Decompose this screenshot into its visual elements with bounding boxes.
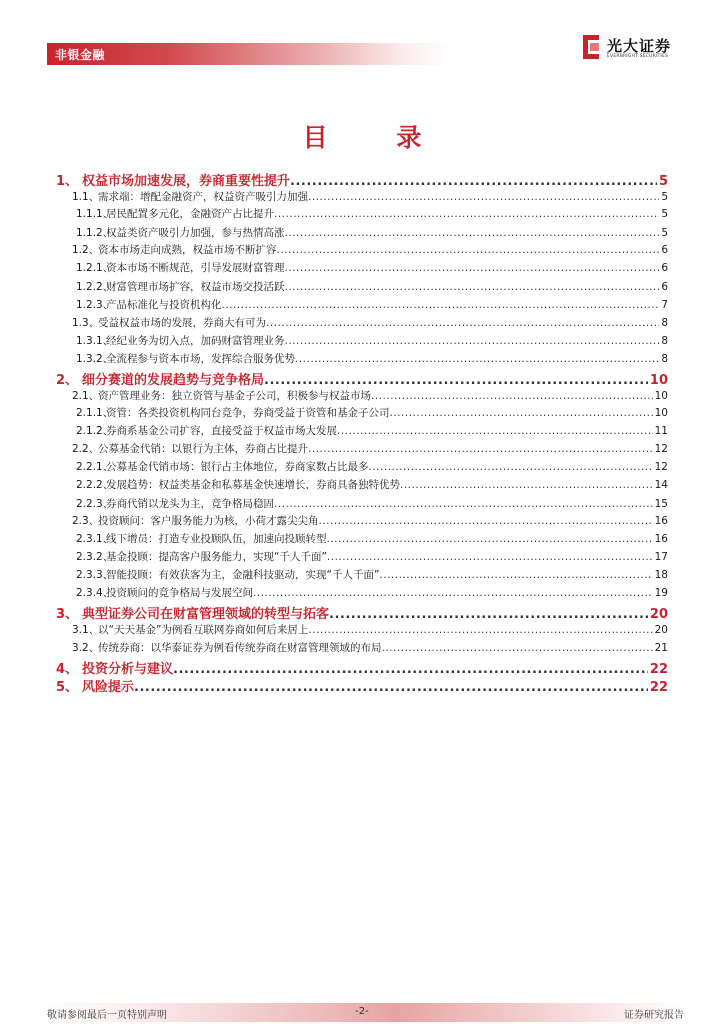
toc-entry-page: 22 [649,680,668,695]
toc-entry-label: 传统券商：以华泰证券为例看传统券商在财富管理领域的布局 [98,642,382,654]
toc-entry-number: 2.1.1、 [76,407,114,419]
toc-entry-page: 20 [649,607,668,622]
toc-entry-number: 2.2.1、 [76,461,114,473]
toc-leader-dots [285,262,660,274]
toc-entry-number: 2.3.2、 [76,551,114,563]
toc-entry-page: 16 [654,533,668,545]
toc-entry-number: 1、 [56,174,79,189]
toc-entry-label: 投资分析与建议 [82,662,174,677]
toc-entry-number: 4、 [56,662,79,677]
toc-leader-dots [253,587,653,599]
toc-leader-dots [390,407,653,419]
toc-entry[interactable] [72,640,668,655]
toc-entry-label: 投资顾问的竞争格局与发展空间 [106,587,253,599]
toc-entry-label: 权益市场加速发展，券商重要性提升 [82,174,291,189]
toc-entry-number: 1.3.1、 [76,335,114,347]
toc-entry[interactable] [72,441,668,456]
toc-entry[interactable] [56,658,668,677]
toc-entry[interactable] [76,225,668,240]
toc-entry-label: 投资顾问：客户服务能力为核，小荷才露尖尖角 [98,515,319,527]
toc-entry-number: 1.2、 [72,244,100,256]
toc-leader-dots [382,642,653,654]
toc-entry[interactable] [56,676,668,695]
toc-entry[interactable] [76,206,668,221]
toc-entry-label: 受益权益市场的发展，券商大有可为 [98,317,266,329]
toc-entry-number: 1.2.1、 [76,262,114,274]
toc-entry-label: 典型证券公司在财富管理领域的转型与拓客 [82,607,330,622]
toc-leader-dots [369,461,653,473]
toc-entry-label: 券商代销以龙头为主，竞争格局稳固 [106,498,274,510]
toc-entry-number: 1.3、 [72,317,100,329]
toc-entry-page: 20 [654,624,668,636]
toc-entry[interactable] [76,496,668,511]
toc-entry-number: 1.2.2、 [76,281,114,293]
toc-entry-label: 公募基金代销市场：银行占主体地位，券商家数占比最多 [106,461,369,473]
toc-entry-page: 12 [654,461,668,473]
footer-disclaimer: 敬请参阅最后一页特别声明 [47,1010,167,1021]
toc-entry-number: 5、 [56,680,79,695]
toc-leader-dots [277,244,660,256]
brand-logo-icon [583,35,601,59]
footer-report-type: 证券研究报告 [624,1010,684,1021]
toc-entry-page: 10 [654,407,668,419]
toc-entry-number: 3.1、 [72,624,100,636]
toc-entry-label: 经纪业务为切入点，加码财富管理业务 [106,335,285,347]
toc-entry-page: 6 [661,281,668,293]
toc-leader-dots [308,624,652,636]
brand-logo-english: EVERBRIGHT SECURITIES [607,54,669,59]
toc-leader-dots [379,569,652,581]
toc-entry-page: 15 [654,498,668,510]
toc-entry-page: 12 [654,443,668,455]
toc-entry[interactable] [56,170,668,189]
toc-entry-page: 6 [661,244,668,256]
toc-entry-number: 2.2、 [72,443,100,455]
toc-entry-label: 资产管理业务：独立资管与基金子公司，积极参与权益市场 [98,390,371,402]
toc-entry-page: 5 [661,191,668,203]
toc-leader-dots [308,443,653,455]
toc-entry[interactable] [56,603,668,622]
toc-entry-number: 1.3.2、 [76,353,114,365]
toc-entry[interactable] [76,531,668,546]
footer-page-number: -2- [355,1006,369,1017]
toc-entry-page: 8 [661,317,668,329]
toc-leader-dots [319,515,653,527]
toc-entry-number: 1.1、 [72,191,100,203]
toc-entry[interactable] [76,260,668,275]
toc-entry-number: 1.1.2、 [76,227,114,239]
toc-leader-dots [266,317,659,329]
toc-entry-label: 需求端：增配金融资产，权益资产吸引力加强 [98,191,308,203]
toc-leader-dots [290,174,657,189]
toc-entry[interactable] [76,333,668,348]
toc-entry-label: 居民配置多元化，金融资产占比提升 [106,208,274,220]
toc-entry-page: 14 [654,479,668,491]
toc-entry-label: 财富管理市场扩容，权益市场交投活跃 [106,281,285,293]
toc-leader-dots [173,662,648,677]
toc-entry[interactable] [76,567,668,582]
toc-leader-dots [295,353,659,365]
toc-entry-page: 10 [654,390,668,402]
toc-entry-label: 资本市场走向成熟，权益市场不断扩容 [98,244,277,256]
toc-entry-number: 2.2.2、 [76,479,114,491]
toc-entry[interactable] [76,297,668,312]
toc-entry-label: 发展趋势：权益类基金和私募基金快速增长，券商具备独特优势 [106,479,400,491]
toc-entry[interactable] [76,405,668,420]
toc-entry[interactable] [72,242,668,257]
toc-entry-number: 2.3.4、 [76,587,114,599]
toc-leader-dots [222,299,660,311]
toc-leader-dots [274,208,659,220]
toc-entry-page: 10 [649,373,668,388]
toc-leader-dots [285,281,660,293]
toc-entry-label: 资管：各类投资机构同台竞争，券商受益于资管和基金子公司 [106,407,390,419]
toc-entry-label: 券商系基金公司扩容，直接受益于权益市场大发展 [106,425,337,437]
toc-entry[interactable] [76,351,668,366]
toc-leader-dots [327,533,653,545]
toc-entry-label: 以“天天基金”为例看互联网券商如何后来居上 [98,624,309,636]
brand-logo-text: 光大证券 [607,37,672,55]
toc-entry[interactable] [72,315,668,330]
toc-leader-dots [371,390,653,402]
toc-entry-number: 3、 [56,607,79,622]
toc-entry-number: 1.1.1、 [76,208,114,220]
toc-entry-page: 17 [654,551,668,563]
toc-leader-dots [400,479,653,491]
toc-leader-dots [274,498,653,510]
toc-entry[interactable] [56,369,668,388]
toc-entry-number: 2.2.3、 [76,498,114,510]
toc-leader-dots [285,227,660,239]
toc-entry[interactable] [76,585,668,600]
toc-entry-page: 19 [654,587,668,599]
toc-entry-page: 11 [654,425,668,437]
toc-entry-number: 2.3.1、 [76,533,114,545]
toc-entry-page: 18 [654,569,668,581]
toc-entry-label: 风险提示 [82,680,135,695]
toc-entry-page: 21 [654,642,668,654]
toc-leader-dots [285,335,660,347]
toc-entry-label: 线下增员：打造专业投顾队伍，加速向投顾转型 [106,533,327,545]
toc-entry[interactable] [76,279,668,294]
toc-leader-dots [264,373,648,388]
toc-entry-label: 公募基金代销：以银行为主体，券商占比提升 [98,443,308,455]
toc-entry-page: 8 [661,335,668,347]
toc-entry-number: 1.2.3、 [76,299,114,311]
toc-entry-label: 产品标准化与投资机构化 [106,299,222,311]
toc-entry-label: 资本市场不断规范，引导发展财富管理 [106,262,285,274]
toc-entry-page: 5 [661,208,668,220]
toc-title: 目 录 [302,123,452,152]
toc-leader-dots [337,425,653,437]
toc-entry-label: 智能投顾：有效获客为主，金融科技驱动，实现“千人千面” [106,569,380,581]
toc-entry[interactable] [76,459,668,474]
toc-entry[interactable] [76,477,668,492]
toc-entry[interactable] [72,189,668,204]
toc-entry-page: 5 [661,227,668,239]
toc-leader-dots [327,551,653,563]
header-category-band [47,43,451,65]
toc-leader-dots [134,680,648,695]
brand-logo [583,34,683,64]
toc-entry-number: 2、 [56,373,79,388]
toc-entry[interactable] [76,549,668,564]
toc-leader-dots [308,191,659,203]
toc-entry-page: 8 [661,353,668,365]
toc-entry[interactable] [72,513,668,528]
toc-entry-label: 权益类资产吸引力加强，参与热情高涨 [106,227,285,239]
toc-entry-number: 2.3.3、 [76,569,114,581]
toc-entry-label: 基金投顾：提高客户服务能力，实现“千人千面” [106,551,327,563]
toc-entry[interactable] [76,423,668,438]
toc-entry-number: 2.1、 [72,390,100,402]
toc-entry-page: 22 [649,662,668,677]
toc-entry-number: 2.3、 [72,515,100,527]
toc-entry[interactable] [72,622,668,637]
toc-entry-page: 7 [661,299,668,311]
toc-entry-number: 3.2、 [72,642,100,654]
toc-entry-label: 细分赛道的发展趋势与竞争格局 [82,373,265,388]
toc-leader-dots [329,607,648,622]
toc-entry-label: 全流程参与资本市场，发挥综合服务优势 [106,353,295,365]
header-category: 非银金融 [55,48,106,62]
toc-entry-page: 5 [658,174,668,189]
toc-entry-page: 16 [654,515,668,527]
toc-entry-number: 2.1.2、 [76,425,114,437]
toc-entry[interactable] [72,388,668,403]
toc-entry-page: 6 [661,262,668,274]
